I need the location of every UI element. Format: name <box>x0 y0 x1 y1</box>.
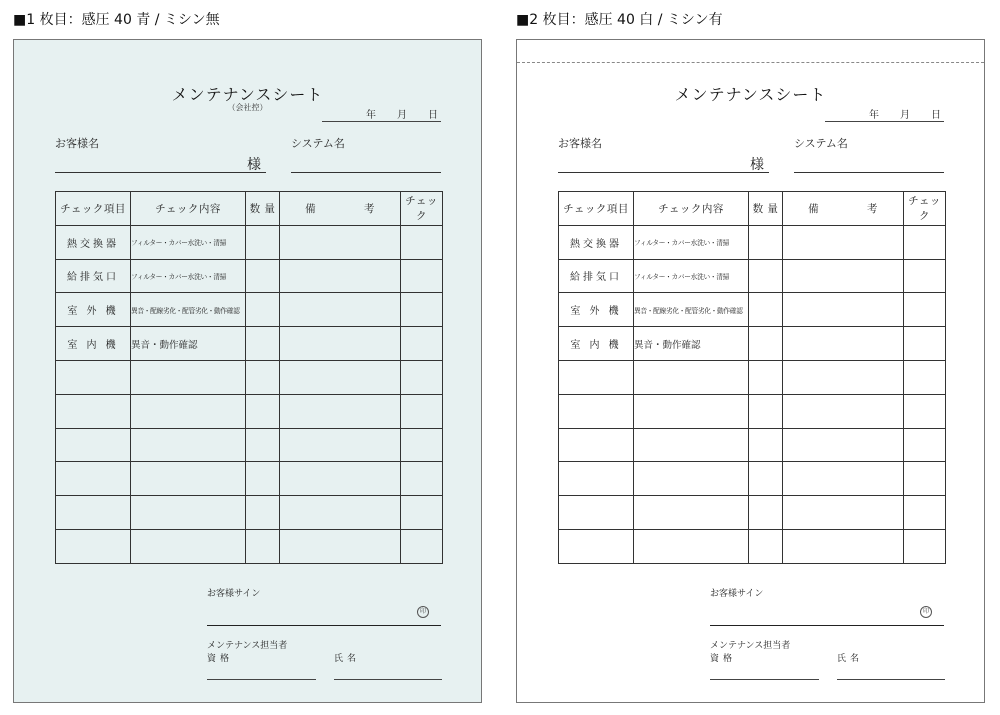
remarks-cell[interactable] <box>280 259 401 293</box>
quantity-cell[interactable] <box>749 293 783 327</box>
check-cell[interactable] <box>401 428 443 462</box>
table-row-empty <box>559 394 946 428</box>
customer-honorific: 様 <box>247 157 261 173</box>
quantity-cell[interactable] <box>749 529 783 563</box>
check-cell[interactable] <box>401 462 443 496</box>
date-line <box>322 121 441 122</box>
quantity-cell[interactable] <box>246 394 280 428</box>
remarks-cell[interactable] <box>280 496 401 530</box>
qualification-field[interactable] <box>710 679 819 680</box>
check-item-cell[interactable] <box>559 394 634 428</box>
check-item-cell: 給排気口 <box>559 259 634 293</box>
qualification-field[interactable] <box>207 679 316 680</box>
check-content-cell[interactable] <box>131 529 246 563</box>
quantity-cell[interactable] <box>246 225 280 259</box>
check-cell[interactable] <box>401 529 443 563</box>
check-cell[interactable] <box>904 394 946 428</box>
header-remarks-2: 考 <box>363 202 375 215</box>
quantity-cell[interactable] <box>749 259 783 293</box>
staff-name-field[interactable] <box>334 679 442 680</box>
header-check-content: チェック内容 <box>634 192 749 226</box>
system-name-label: システム名 <box>291 137 345 150</box>
check-cell[interactable] <box>904 360 946 394</box>
remarks-cell[interactable] <box>280 293 401 327</box>
remarks-cell[interactable] <box>783 360 904 394</box>
date-line <box>825 121 944 122</box>
check-item-cell[interactable] <box>559 462 634 496</box>
perforation-line <box>517 62 984 63</box>
table-row-empty <box>559 360 946 394</box>
check-content-cell: 異音・配線劣化・配管劣化・動作確認 <box>131 293 246 327</box>
remarks-cell[interactable] <box>783 394 904 428</box>
header-quantity: 数 量 <box>246 192 280 226</box>
customer-name-field[interactable] <box>55 172 266 173</box>
check-item-cell: 室 外 機 <box>559 293 634 327</box>
header-check-content: チェック内容 <box>131 192 246 226</box>
check-content-cell: 異音・動作確認 <box>634 327 749 361</box>
quantity-cell[interactable] <box>246 360 280 394</box>
qualification-label: 資格 <box>207 654 234 664</box>
table-row-empty <box>559 462 946 496</box>
check-content-cell: 異音・動作確認 <box>131 327 246 361</box>
quantity-cell[interactable] <box>749 225 783 259</box>
check-cell[interactable] <box>904 529 946 563</box>
remarks-cell[interactable] <box>783 327 904 361</box>
date-year-label: 年 <box>869 110 879 121</box>
check-cell[interactable] <box>401 496 443 530</box>
remarks-cell[interactable] <box>783 529 904 563</box>
check-item-cell: 室 外 機 <box>56 293 131 327</box>
remarks-cell[interactable] <box>783 225 904 259</box>
quantity-cell[interactable] <box>246 327 280 361</box>
table-header-row <box>559 192 946 226</box>
check-cell[interactable] <box>401 293 443 327</box>
table-row <box>559 293 946 327</box>
header-quantity: 数 量 <box>749 192 783 226</box>
date-day-label: 日 <box>428 110 438 121</box>
form-title: メンテナンスシート <box>171 85 324 104</box>
staff-name-label: 氏名 <box>837 654 864 664</box>
header-remarks <box>783 192 904 226</box>
header-check: チェック <box>904 192 946 226</box>
check-item-cell[interactable] <box>559 529 634 563</box>
check-cell[interactable] <box>401 225 443 259</box>
sheet-2 <box>516 39 985 703</box>
table-row-empty <box>56 496 443 530</box>
customer-name-label: お客様名 <box>55 137 99 150</box>
table-row <box>559 259 946 293</box>
check-item-cell[interactable] <box>56 462 131 496</box>
form-title: メンテナンスシート <box>674 85 827 104</box>
qualification-label: 資格 <box>710 654 737 664</box>
seal-mark-icon: 印 <box>417 606 429 618</box>
quantity-cell[interactable] <box>749 327 783 361</box>
staff-label: メンテナンス担当者 <box>207 641 288 651</box>
check-cell[interactable] <box>401 327 443 361</box>
check-content-cell: フィルター・カバー水洗い・清掃 <box>634 259 749 293</box>
table-row-empty <box>56 462 443 496</box>
check-content-cell[interactable] <box>634 529 749 563</box>
check-content-cell[interactable] <box>131 360 246 394</box>
check-cell[interactable] <box>401 259 443 293</box>
check-cell[interactable] <box>904 462 946 496</box>
date-year-label: 年 <box>366 110 376 121</box>
quantity-cell[interactable] <box>246 496 280 530</box>
header-check-item: チェック項目 <box>56 192 131 226</box>
check-cell[interactable] <box>904 428 946 462</box>
table-row-empty <box>56 428 443 462</box>
header-check: チェック <box>401 192 443 226</box>
check-cell[interactable] <box>904 293 946 327</box>
header-remarks-1: 備 <box>305 202 317 215</box>
remarks-cell[interactable] <box>783 496 904 530</box>
customer-sign-field[interactable] <box>207 625 441 626</box>
remarks-cell[interactable] <box>280 394 401 428</box>
check-item-cell: 熱交換器 <box>56 225 131 259</box>
remarks-cell[interactable] <box>280 360 401 394</box>
check-item-cell: 給排気口 <box>56 259 131 293</box>
check-content-cell[interactable] <box>634 462 749 496</box>
check-cell[interactable] <box>904 327 946 361</box>
quantity-cell[interactable] <box>749 462 783 496</box>
check-cell[interactable] <box>904 496 946 530</box>
check-content-cell[interactable] <box>634 394 749 428</box>
system-name-field[interactable] <box>291 172 441 173</box>
check-item-cell: 室 内 機 <box>56 327 131 361</box>
remarks-cell[interactable] <box>280 225 401 259</box>
quantity-cell[interactable] <box>246 259 280 293</box>
check-table <box>55 191 443 564</box>
check-content-cell[interactable] <box>131 428 246 462</box>
check-content-cell[interactable] <box>131 496 246 530</box>
table-row <box>56 225 443 259</box>
check-content-cell: フィルター・カバー水洗い・清掃 <box>131 259 246 293</box>
remarks-cell[interactable] <box>783 259 904 293</box>
table-row <box>56 259 443 293</box>
check-content-cell[interactable] <box>131 394 246 428</box>
check-item-cell[interactable] <box>559 496 634 530</box>
table-row <box>56 293 443 327</box>
quantity-cell[interactable] <box>749 394 783 428</box>
check-cell[interactable] <box>904 225 946 259</box>
header-remarks-2: 考 <box>866 202 878 215</box>
check-item-cell[interactable] <box>56 360 131 394</box>
copy-note: （会社控） <box>227 103 268 112</box>
customer-honorific: 様 <box>750 157 764 173</box>
quantity-cell[interactable] <box>246 293 280 327</box>
system-name-field[interactable] <box>794 172 944 173</box>
quantity-cell[interactable] <box>749 496 783 530</box>
customer-sign-label: お客様サイン <box>207 589 261 599</box>
header-check-item: チェック項目 <box>559 192 634 226</box>
check-cell[interactable] <box>401 360 443 394</box>
system-name-label: システム名 <box>794 137 848 150</box>
sheet-1-caption: ■1 枚目：感圧 40 青 / ミシン無 <box>13 12 220 28</box>
remarks-cell[interactable] <box>280 327 401 361</box>
table-row-empty <box>559 496 946 530</box>
check-item-cell[interactable] <box>56 529 131 563</box>
remarks-cell[interactable] <box>783 462 904 496</box>
date-day-label: 日 <box>931 110 941 121</box>
staff-name-label: 氏名 <box>334 654 361 664</box>
table-row-empty <box>56 394 443 428</box>
check-content-cell[interactable] <box>634 428 749 462</box>
check-item-cell[interactable] <box>56 496 131 530</box>
customer-sign-label: お客様サイン <box>710 589 764 599</box>
customer-name-field[interactable] <box>558 172 769 173</box>
table-row-empty <box>559 428 946 462</box>
check-content-cell[interactable] <box>634 496 749 530</box>
date-month-label: 月 <box>900 110 910 121</box>
customer-sign-field[interactable] <box>710 625 944 626</box>
check-item-cell[interactable] <box>559 428 634 462</box>
quantity-cell[interactable] <box>246 529 280 563</box>
check-content-cell[interactable] <box>634 360 749 394</box>
remarks-cell[interactable] <box>280 462 401 496</box>
table-row-empty <box>56 360 443 394</box>
table-row <box>56 327 443 361</box>
check-content-cell: フィルター・カバー水洗い・清掃 <box>634 225 749 259</box>
table-row <box>559 327 946 361</box>
check-content-cell: フィルター・カバー水洗い・清掃 <box>131 225 246 259</box>
staff-label: メンテナンス担当者 <box>710 641 791 651</box>
staff-name-field[interactable] <box>837 679 945 680</box>
check-cell[interactable] <box>904 259 946 293</box>
check-item-cell[interactable] <box>56 428 131 462</box>
customer-name-label: お客様名 <box>558 137 602 150</box>
seal-mark-icon: 印 <box>920 606 932 618</box>
quantity-cell[interactable] <box>749 428 783 462</box>
remarks-cell[interactable] <box>280 428 401 462</box>
quantity-cell[interactable] <box>246 462 280 496</box>
remarks-cell[interactable] <box>280 529 401 563</box>
table-row-empty <box>559 529 946 563</box>
header-remarks-1: 備 <box>808 202 820 215</box>
quantity-cell[interactable] <box>749 360 783 394</box>
check-table <box>558 191 946 564</box>
remarks-cell[interactable] <box>783 293 904 327</box>
header-remarks <box>280 192 401 226</box>
remarks-cell[interactable] <box>783 428 904 462</box>
sheet-1 <box>13 39 482 703</box>
check-item-cell[interactable] <box>56 394 131 428</box>
check-item-cell: 室 内 機 <box>559 327 634 361</box>
table-header-row <box>56 192 443 226</box>
check-item-cell: 熱交換器 <box>559 225 634 259</box>
check-item-cell[interactable] <box>559 360 634 394</box>
sheet-2-caption: ■2 枚目：感圧 40 白 / ミシン有 <box>516 12 723 28</box>
check-content-cell: 異音・配線劣化・配管劣化・動作確認 <box>634 293 749 327</box>
check-cell[interactable] <box>401 394 443 428</box>
table-row-empty <box>56 529 443 563</box>
table-row <box>559 225 946 259</box>
date-month-label: 月 <box>397 110 407 121</box>
check-content-cell[interactable] <box>131 462 246 496</box>
quantity-cell[interactable] <box>246 428 280 462</box>
